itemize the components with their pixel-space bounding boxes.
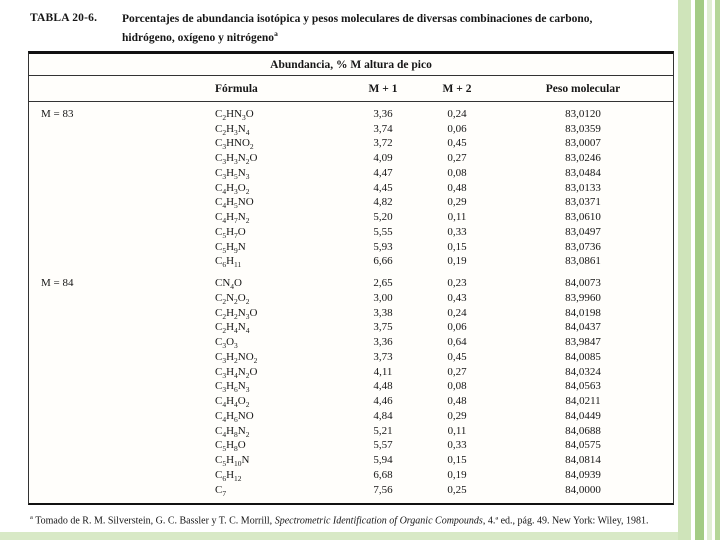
table-row (29, 210, 673, 225)
molecular-weight-cell: 84,0085 (565, 350, 601, 363)
table-row (29, 394, 673, 409)
table-row (29, 365, 673, 380)
molecular-weight-cell: 84,0211 (565, 395, 601, 408)
theme-stripes (678, 0, 720, 540)
table-row (29, 320, 673, 335)
table-row (29, 306, 673, 321)
m-plus-2-column-header: M + 2 (442, 82, 472, 95)
formula-cell: $C_6H_{12}$ (215, 468, 242, 484)
table-title (122, 12, 642, 45)
table-body (29, 102, 673, 504)
table-row (29, 225, 673, 240)
footnote (30, 511, 666, 527)
theme-bottom-band (0, 532, 678, 540)
m-plus-1-cell: 3,00 (373, 291, 393, 304)
table-number: TABLA 20-6. (30, 12, 98, 24)
m-plus-2-cell: 0,43 (447, 291, 467, 304)
footnote-marker: a (30, 514, 33, 522)
theme-stripe (707, 0, 712, 540)
m-plus-1-column-header: M + 1 (368, 82, 398, 95)
formula-column-header: Fórmula (215, 82, 258, 95)
m-plus-2-cell: 0,24 (447, 306, 467, 319)
formula-cell: $C_4H_4O_2$ (215, 395, 250, 410)
m-plus-2-cell: 0,25 (447, 483, 467, 496)
m-plus-2-cell: 0,23 (447, 277, 467, 290)
molecular-weight-cell: 84,0198 (565, 306, 601, 319)
m-plus-1-cell: 6,66 (373, 255, 393, 268)
m-plus-2-cell: 0,48 (447, 181, 467, 194)
m-plus-2-cell: 0,48 (447, 395, 467, 408)
m-plus-2-cell: 0,19 (447, 468, 467, 481)
table-row (29, 195, 673, 210)
m-plus-1-cell: 3,72 (373, 137, 393, 150)
formula-cell: $C_4H_3O_2$ (215, 181, 250, 196)
table-row (29, 181, 673, 196)
m-plus-1-cell: 5,20 (373, 211, 393, 224)
m-plus-1-cell: 3,74 (373, 122, 393, 135)
molecular-weight-cell: 84,0000 (565, 483, 601, 496)
table-row (29, 151, 673, 166)
m-plus-1-cell: 7,56 (373, 483, 393, 496)
table-caption (30, 12, 674, 45)
m-plus-2-cell: 0,27 (447, 365, 467, 378)
formula-cell: $C_3H_5N_3$ (215, 166, 250, 182)
formula-cell: $C_2N_2O_2$ (215, 291, 250, 307)
molecular-weight-cell: 84,0324 (565, 365, 601, 378)
table-row (29, 291, 673, 306)
m-plus-1-cell: 3,36 (373, 336, 393, 349)
formula-cell: $C_4H_8N_2$ (215, 424, 250, 439)
m-plus-2-cell: 0,45 (447, 350, 467, 363)
m-plus-1-cell: 4,11 (373, 365, 393, 378)
molecular-weight-cell: 83,0371 (565, 196, 601, 209)
molecular-weight-cell: 84,0437 (565, 321, 601, 334)
table-title-text: Porcentajes de abundancia isotópica y pesos moleculares de diversas combinaciones de carbono, hidrógeno, oxígeno y nitrógeno (122, 13, 593, 44)
m-plus-1-cell: 6,68 (373, 468, 393, 481)
formula-cell: $C_3H_6N_3$ (215, 380, 250, 395)
m-plus-1-cell: 3,73 (373, 350, 393, 363)
column-header-row (29, 76, 673, 102)
m-plus-1-cell: 3,38 (373, 306, 393, 319)
footnote-book-title: Spectrometric Identification of Organic Compounds (274, 515, 483, 527)
m-plus-2-cell: 0,64 (447, 336, 467, 349)
formula-cell: $C_2H_3N_4$ (215, 122, 250, 137)
footnote-text-post: , 4.ª ed., pág. 49. New York: Wiley, 1981. (482, 515, 649, 527)
m-plus-1-cell: 4,84 (373, 409, 393, 422)
m-plus-1-cell: 4,47 (373, 166, 393, 179)
group-label: M = 84 (41, 277, 74, 290)
table-row (29, 240, 673, 255)
table-row (29, 335, 673, 350)
molecular-weight-cell: 83,0359 (565, 122, 601, 135)
molecular-weight-cell: 84,0449 (565, 409, 601, 422)
m-plus-1-cell: 4,46 (373, 395, 393, 408)
molecular-weight-cell: 83,0484 (565, 166, 601, 179)
group-label: M = 83 (41, 107, 74, 120)
table-row (29, 107, 673, 122)
data-table (28, 51, 674, 506)
caption-footnote-marker: a (274, 28, 278, 38)
table-row (29, 438, 673, 453)
table-row (29, 350, 673, 365)
m-plus-2-cell: 0,15 (447, 454, 467, 467)
m-plus-2-cell: 0,15 (447, 240, 467, 253)
formula-cell: $C_2H_2N_3O$ (215, 306, 258, 321)
m-plus-1-cell: 3,75 (373, 321, 393, 334)
molecular-weight-cell: 84,0688 (565, 424, 601, 437)
table-row (29, 453, 673, 468)
molecular-weight-cell: 84,0814 (565, 454, 601, 467)
footnote-text-pre: Tomado de R. M. Silverstein, G. C. Bassler y T. C. Morrill, (32, 515, 275, 527)
m-plus-2-cell: 0,27 (447, 152, 467, 165)
table-row (29, 483, 673, 498)
formula-cell: $C_3HNO_2$ (215, 137, 254, 152)
m-plus-1-cell: 4,45 (373, 181, 393, 194)
m-plus-2-cell: 0,06 (447, 321, 467, 334)
m-plus-2-cell: 0,33 (447, 439, 467, 452)
formula-cell: $C_4H_5NO$ (215, 196, 254, 211)
m-plus-2-cell: 0,06 (447, 122, 467, 135)
molecular-weight-cell: 83,0736 (565, 240, 601, 253)
formula-cell: $C_2HN_3O$ (215, 107, 254, 123)
m-plus-2-cell: 0,19 (447, 255, 467, 268)
m-plus-1-cell: 5,94 (373, 454, 393, 467)
table-row (29, 379, 673, 394)
molecular-weight-cell: 83,0497 (565, 225, 601, 238)
m-plus-2-cell: 0,11 (447, 424, 467, 437)
m-plus-2-cell: 0,45 (447, 137, 467, 150)
molecular-weight-cell: 83,9847 (565, 336, 601, 349)
table-row (29, 254, 673, 269)
m-plus-1-cell: 4,82 (373, 196, 393, 209)
molecular-weight-cell: 84,0073 (565, 277, 601, 290)
formula-cell: $C_4H_7N_2$ (215, 211, 250, 226)
m-plus-2-cell: 0,08 (447, 380, 467, 393)
molecular-weight-cell: 83,0246 (565, 152, 601, 165)
m-plus-2-cell: 0,24 (447, 107, 467, 120)
m-plus-1-cell: 4,48 (373, 380, 393, 393)
formula-cell: $C_3H_3N_2O$ (215, 152, 258, 167)
formula-cell: $C_3O_3$ (215, 336, 238, 351)
molecular-weight-cell: 84,0563 (565, 380, 601, 393)
theme-stripe (715, 0, 720, 540)
theme-stripe (678, 0, 691, 540)
table-row (29, 276, 673, 291)
formula-cell: $C_5H_7O$ (215, 225, 246, 241)
table-row (29, 122, 673, 137)
table-row (29, 424, 673, 439)
m-plus-2-cell: 0,11 (447, 211, 467, 224)
spanner-heading: Abundancia, % M altura de pico (29, 54, 673, 76)
molecular-weight-cell: 83,0610 (565, 211, 601, 224)
table-figure (28, 8, 674, 528)
table-row (29, 136, 673, 151)
table-row (29, 166, 673, 181)
m-plus-1-cell: 5,55 (373, 225, 393, 238)
formula-cell: $C_3H_4N_2O$ (215, 365, 258, 380)
m-plus-1-cell: 4,09 (373, 152, 393, 165)
m-plus-1-cell: 3,36 (373, 107, 393, 120)
molecular-weight-column-header: Peso molecular (545, 82, 621, 95)
table-row (29, 468, 673, 483)
m-plus-1-cell: 5,93 (373, 240, 393, 253)
formula-cell: $C_5H_8O$ (215, 439, 246, 454)
formula-cell: $CN_4O$ (215, 277, 242, 292)
molecular-weight-cell: 84,0939 (565, 468, 601, 481)
theme-stripe (695, 0, 704, 540)
m-plus-2-cell: 0,29 (447, 409, 467, 422)
m-plus-1-cell: 2,65 (373, 277, 393, 290)
molecular-weight-cell: 83,0007 (565, 137, 601, 150)
formula-cell: $C_7$ (215, 483, 227, 498)
m-plus-2-cell: 0,33 (447, 225, 467, 238)
m-plus-2-cell: 0,29 (447, 196, 467, 209)
formula-cell: $C_2H_4N_4$ (215, 321, 250, 336)
m-plus-1-cell: 5,21 (373, 424, 393, 437)
formula-cell: $C_5H_9N$ (215, 240, 246, 255)
formula-cell: $C_6H_{11}$ (215, 255, 242, 270)
formula-cell: $C_5H_{10}N$ (215, 454, 250, 469)
formula-cell: $C_3H_2NO_2$ (215, 350, 258, 366)
molecular-weight-cell: 84,0575 (565, 439, 601, 452)
molecular-weight-cell: 83,0120 (565, 107, 601, 120)
molecular-weight-cell: 83,9960 (565, 291, 601, 304)
formula-cell: $C_4H_6NO$ (215, 409, 254, 425)
m-plus-2-cell: 0,08 (447, 166, 467, 179)
molecular-weight-cell: 83,0133 (565, 181, 601, 194)
molecular-weight-cell: 83,0861 (565, 255, 601, 268)
m-plus-1-cell: 5,57 (373, 439, 393, 452)
table-row (29, 409, 673, 424)
